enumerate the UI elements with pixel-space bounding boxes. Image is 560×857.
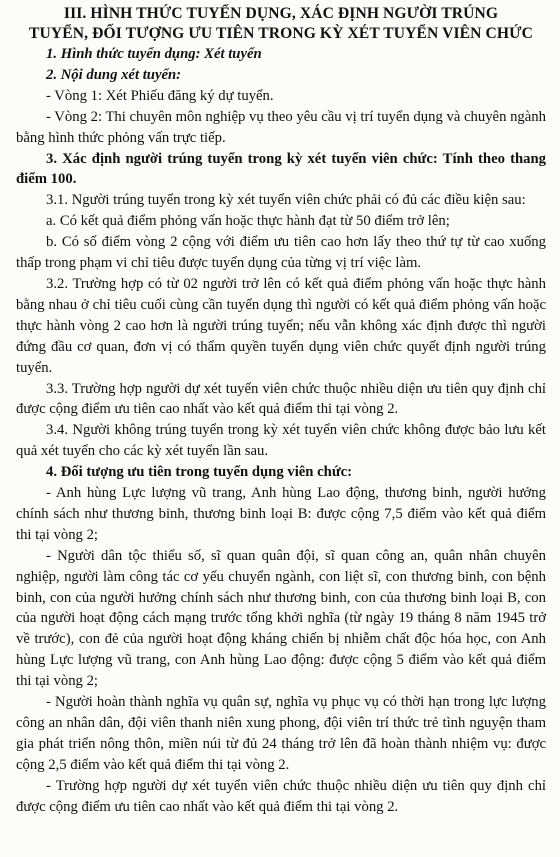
paragraph-3-4: 3.4. Người không trúng tuyển trong kỳ xét tuyển viên chức không được bảo lưu kết quả xét tuyển cho các kỳ xét tuyển lần sau. <box>16 422 546 460</box>
heading-priority-subjects: 4. Đối tượng ưu tiên trong tuyển dụng viên chức: <box>46 464 353 481</box>
paragraph-3-2: 3.2. Trường hợp có từ 02 người trở lên có kết quả điểm phỏng vấn hoặc thực hành bằng nhau ở chỉ tiêu cuối cùng cần tuyển dụng thì người có kết quả điểm phỏng vấn hoặc thực hành vòng 2 cao hơn là người trúng tuyển; nếu vẫn không xác định được thì người đứng đầu cơ quan, đơn vị có thẩm quyền tuyển dụng viên chức quyết định người trúng tuyển. <box>16 275 546 376</box>
paragraph-priority-multiple: - Trường hợp người dự xét tuyển viên chức thuộc nhiều diện ưu tiên quy định chỉ được cộng điểm ưu tiên cao nhất vào kết quả điểm thi tại vòng 2. <box>16 777 546 815</box>
section-title-line-2: TUYỂN, ĐỐI TƯỢNG ƯU TIÊN TRONG KỲ XÉT TUYỂN VIÊN CHỨC <box>29 25 533 42</box>
paragraph-priority-minorities: - Người dân tộc thiểu số, sĩ quan quân đội, sĩ quan công an, quân nhân chuyên nghiệp, người làm công tác cơ yếu chuyển ngành, con liệt sĩ, con thương binh, con bệnh binh, con của người hưởng chính sách như thương binh, con của thương binh loại B, con của người hoạt động cách mạng trước tổng khởi nghĩa (từ ngày 19 tháng 8 năm 1945 trở về trước), con đẻ của người hoạt động kháng chiến bị nhiễm chất độc hóa học, con Anh hùng Lực lượng vũ trang, con Anh hùng Lao động: được cộng 5 điểm vào kết quả điểm thi tại vòng 2; <box>16 547 546 690</box>
section-title-line-1: III. HÌNH THỨC TUYỂN DỤNG, XÁC ĐỊNH NGƯỜI TRÚNG <box>63 5 499 22</box>
paragraph-3-1-a: a. Có kết quả điểm phỏng vấn hoặc thực hành đạt từ 50 điểm trở lên; <box>46 213 450 230</box>
heading-selection-content: 2. Nội dung xét tuyển: <box>46 66 182 83</box>
paragraph-3-3: 3.3. Trường hợp người dự xét tuyển viên chức thuộc nhiều diện ưu tiên quy định chỉ được cộng điểm ưu tiên cao nhất vào kết quả điểm thi tại vòng 2. <box>16 380 546 418</box>
paragraph-round-2: - Vòng 2: Thi chuyên môn nghiệp vụ theo yêu cầu vị trí tuyển dụng và chuyên ngành bằng hình thức phỏng vấn trực tiếp. <box>16 108 546 146</box>
section-title <box>16 4 546 44</box>
heading-determine-winners: 3. Xác định người trúng tuyển trong kỳ xét tuyển viên chức: Tính theo thang điểm 100. <box>16 150 546 188</box>
paragraph-3-1-b: b. Có số điểm vòng 2 cộng với điểm ưu tiên cao hơn lấy theo thứ tự từ cao xuống thấp trong phạm vi chỉ tiêu được tuyển dụng của từng vị trí việc làm. <box>16 234 546 272</box>
heading-recruitment-form: 1. Hình thức tuyển dụng: Xét tuyển <box>46 46 262 62</box>
paragraph-round-1: - Vòng 1: Xét Phiếu đăng ký dự tuyển. <box>46 87 274 104</box>
paragraph-priority-service: - Người hoàn thành nghĩa vụ quân sự, nghĩa vụ phục vụ có thời hạn trong lực lượng công an nhân dân, đội viên thanh niên xung phong, đội viên trí thức trẻ tình nguyện tham gia phát triển nông thôn, miền núi từ đủ 24 tháng trở lên đã hoàn thành nhiệm vụ: được cộng 2,5 điểm vào kết quả điểm thi tại vòng 2. <box>16 694 546 773</box>
paragraph-3-1: 3.1. Người trúng tuyển trong kỳ xét tuyển viên chức phải có đủ các điều kiện sau: <box>46 192 526 209</box>
paragraph-priority-heroes: - Anh hùng Lực lượng vũ trang, Anh hùng Lao động, thương binh, người hưởng chính sách như thương binh, thương binh loại B: được cộng 7,5 điểm vào kết quả điểm thi tại vòng 2; <box>16 485 546 543</box>
